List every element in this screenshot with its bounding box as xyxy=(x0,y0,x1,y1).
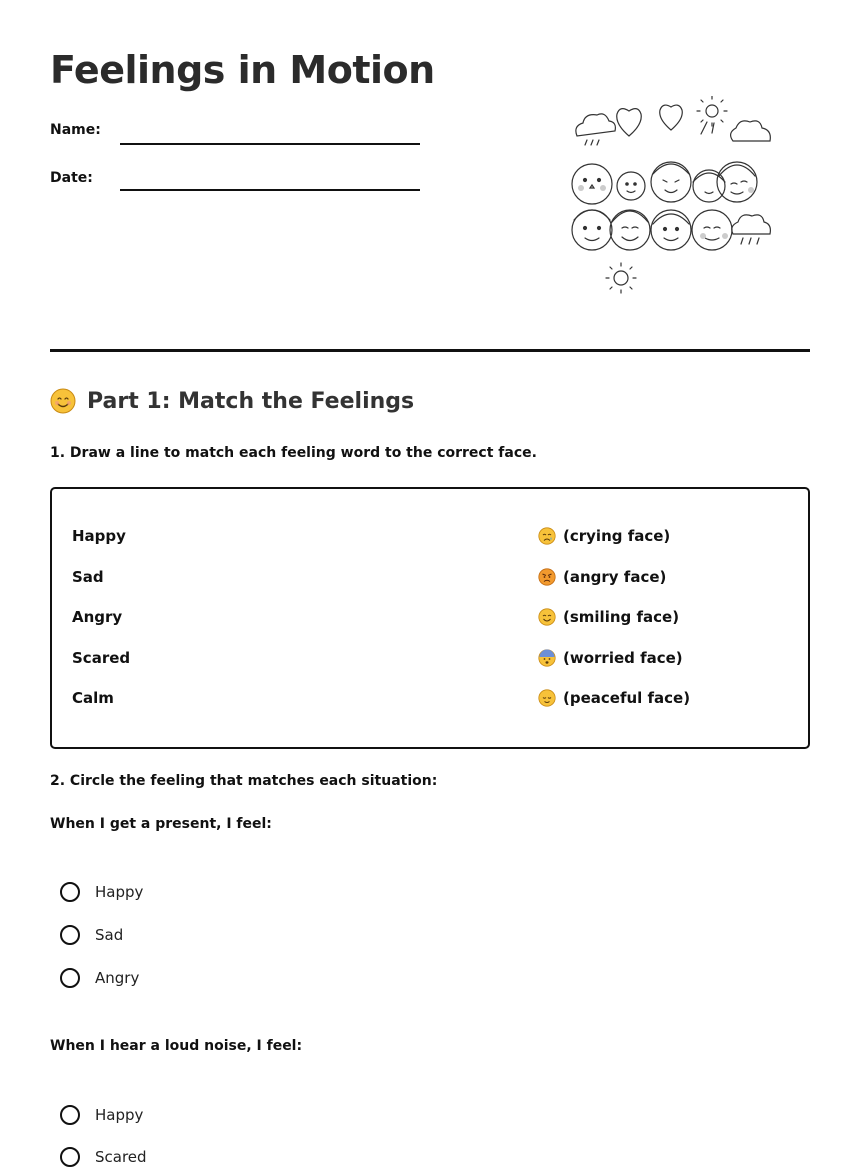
crying-face-icon xyxy=(538,527,556,545)
option-label: Happy xyxy=(95,1106,144,1124)
face-option[interactable] xyxy=(538,527,670,545)
face-label: (crying face) xyxy=(563,527,671,545)
date-label: Date: xyxy=(50,170,93,186)
name-blank-line[interactable] xyxy=(120,143,420,145)
face-label: (worried face) xyxy=(563,649,683,667)
face-label: (peaceful face) xyxy=(563,689,691,707)
peaceful-face-icon xyxy=(538,689,556,707)
option-label: Angry xyxy=(95,969,140,987)
radio-circle[interactable] xyxy=(60,925,80,945)
match-row xyxy=(52,568,808,590)
match-row xyxy=(52,689,808,711)
option-label: Sad xyxy=(95,926,124,944)
smiling-face-icon xyxy=(538,608,556,626)
question-2: 2. Circle the feeling that matches each situation: xyxy=(50,773,438,789)
face-option[interactable] xyxy=(538,568,666,586)
match-row xyxy=(52,649,808,671)
match-row xyxy=(52,527,808,549)
date-blank-line[interactable] xyxy=(120,189,420,191)
smiling-face-icon xyxy=(50,388,76,414)
heart-icon-2 xyxy=(660,105,683,130)
option-label: Scared xyxy=(95,1148,147,1166)
worried-face-icon xyxy=(538,649,556,667)
face-option[interactable] xyxy=(538,649,683,667)
rain-cloud-icon xyxy=(576,114,616,145)
radio-circle[interactable] xyxy=(60,968,80,988)
face-label: (smiling face) xyxy=(563,608,680,626)
radio-option[interactable] xyxy=(60,965,139,991)
face-label: (angry face) xyxy=(563,568,667,586)
part1-heading-text: Part 1: Match the Feelings xyxy=(87,388,415,414)
radio-circle[interactable] xyxy=(60,1105,80,1125)
situation-prompt: When I get a present, I feel: xyxy=(50,816,272,832)
situation-prompt: When I hear a loud noise, I feel: xyxy=(50,1038,303,1054)
radio-option[interactable] xyxy=(60,1144,147,1170)
feelings-faces-illustration xyxy=(565,96,780,296)
feeling-word[interactable]: Scared xyxy=(72,649,131,667)
cloud-icon xyxy=(731,121,771,141)
face-option[interactable] xyxy=(538,608,679,626)
question-1: 1. Draw a line to match each feeling word to the correct face. xyxy=(50,445,537,461)
faces-row-2 xyxy=(572,210,770,250)
feeling-word[interactable]: Happy xyxy=(72,527,126,545)
radio-option[interactable] xyxy=(60,922,123,948)
worksheet-title: Feelings in Motion xyxy=(50,48,435,92)
face-option[interactable] xyxy=(538,689,690,707)
angry-face-icon xyxy=(538,568,556,586)
feeling-word[interactable]: Angry xyxy=(72,608,123,626)
section-divider xyxy=(50,349,810,352)
name-label: Name: xyxy=(50,122,101,138)
feeling-word[interactable]: Calm xyxy=(72,689,114,707)
sun-icon xyxy=(697,96,727,134)
radio-option[interactable] xyxy=(60,1102,143,1128)
radio-option[interactable] xyxy=(60,879,143,905)
feeling-word[interactable]: Sad xyxy=(72,568,104,586)
part1-heading xyxy=(50,388,414,414)
matching-box xyxy=(50,487,810,749)
match-row xyxy=(52,608,808,630)
option-label: Happy xyxy=(95,883,144,901)
heart-icon xyxy=(617,109,642,136)
radio-circle[interactable] xyxy=(60,1147,80,1167)
small-sun-icon xyxy=(606,263,636,293)
faces-row-1 xyxy=(572,162,757,204)
radio-circle[interactable] xyxy=(60,882,80,902)
